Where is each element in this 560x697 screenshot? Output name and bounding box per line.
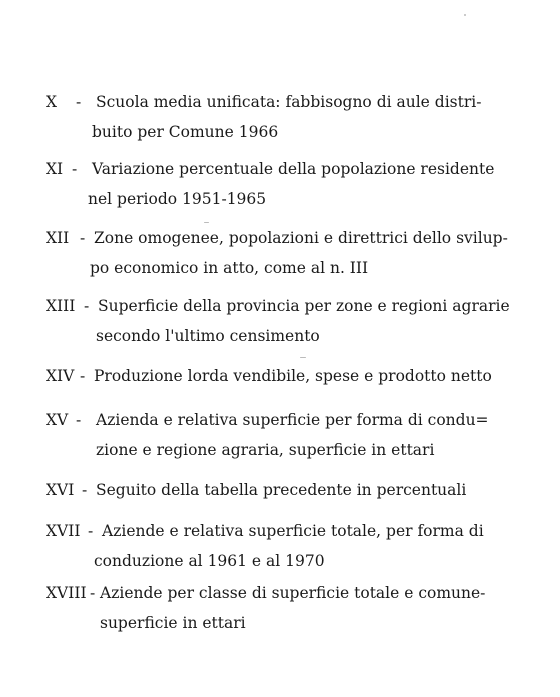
entry-continuation: secondo l'ultimo censimento: [96, 327, 320, 345]
scan-speck: [204, 222, 209, 223]
entry-title: Superficie della provincia per zone e regioni agrarie: [98, 297, 510, 315]
entry-numeral: XVIII: [46, 584, 87, 602]
entry-continuation: buito per Comune 1966: [92, 123, 279, 141]
scan-speck: [300, 357, 306, 358]
entry-first-line: [46, 583, 526, 603]
entry-separator: -: [80, 229, 86, 247]
entry-separator: -: [76, 411, 82, 429]
entry-separator: -: [80, 367, 86, 385]
entry-numeral: X: [46, 93, 58, 111]
entry-first-line: [46, 159, 526, 179]
entry-title: Variazione percentuale della popolazione residente: [92, 160, 495, 178]
scan-speck: [464, 14, 466, 16]
entry-numeral: XVI: [46, 481, 75, 499]
entry-first-line: [46, 410, 526, 430]
entry-continuation: zione e regione agraria, superficie in ettari: [96, 441, 435, 459]
list-item: [46, 228, 526, 278]
entry-continuation: conduzione al 1961 e al 1970: [94, 552, 325, 570]
entry-title: Scuola media unificata: fabbisogno di aule distri-: [96, 93, 482, 111]
entry-first-line: [46, 296, 526, 316]
entry-title: Seguito della tabella precedente in percentuali: [96, 481, 467, 499]
entry-first-line: [46, 228, 526, 248]
entry-title: Aziende per classe di superficie totale e comune-: [100, 584, 486, 602]
list-item: [46, 159, 526, 209]
entry-numeral: XI: [46, 160, 64, 178]
entry-title: Zone omogenee, popolazioni e direttrici dello svilup-: [94, 229, 508, 247]
list-item: [46, 366, 526, 386]
list-item: [46, 480, 526, 500]
entry-first-line: [46, 92, 526, 112]
list-item: [46, 521, 526, 571]
entry-separator: -: [72, 160, 78, 178]
entry-separator: -: [76, 93, 82, 111]
entry-separator: -: [84, 297, 90, 315]
entry-separator: -: [90, 584, 96, 602]
list-item: [46, 296, 526, 346]
list-item: [46, 583, 526, 633]
list-item: [46, 92, 526, 142]
entry-first-line: [46, 480, 526, 500]
entry-separator: -: [82, 481, 88, 499]
entry-numeral: XVII: [46, 522, 81, 540]
entry-continuation: nel periodo 1951-1965: [88, 190, 267, 208]
list-item: [46, 410, 526, 460]
entry-numeral: XIV: [46, 367, 75, 385]
entry-continuation: superficie in ettari: [100, 614, 246, 632]
entry-numeral: XII: [46, 229, 70, 247]
entry-continuation: po economico in atto, come al n. III: [90, 259, 369, 277]
entry-numeral: XV: [46, 411, 69, 429]
entry-title: Azienda e relativa superficie per forma di condu=: [96, 411, 489, 429]
entry-numeral: XIII: [46, 297, 76, 315]
entry-separator: -: [88, 522, 94, 540]
entry-title: Aziende e relativa superficie totale, per forma di: [102, 522, 484, 540]
entry-title: Produzione lorda vendibile, spese e prodotto netto: [94, 367, 492, 385]
entry-first-line: [46, 366, 526, 386]
entry-first-line: [46, 521, 526, 541]
